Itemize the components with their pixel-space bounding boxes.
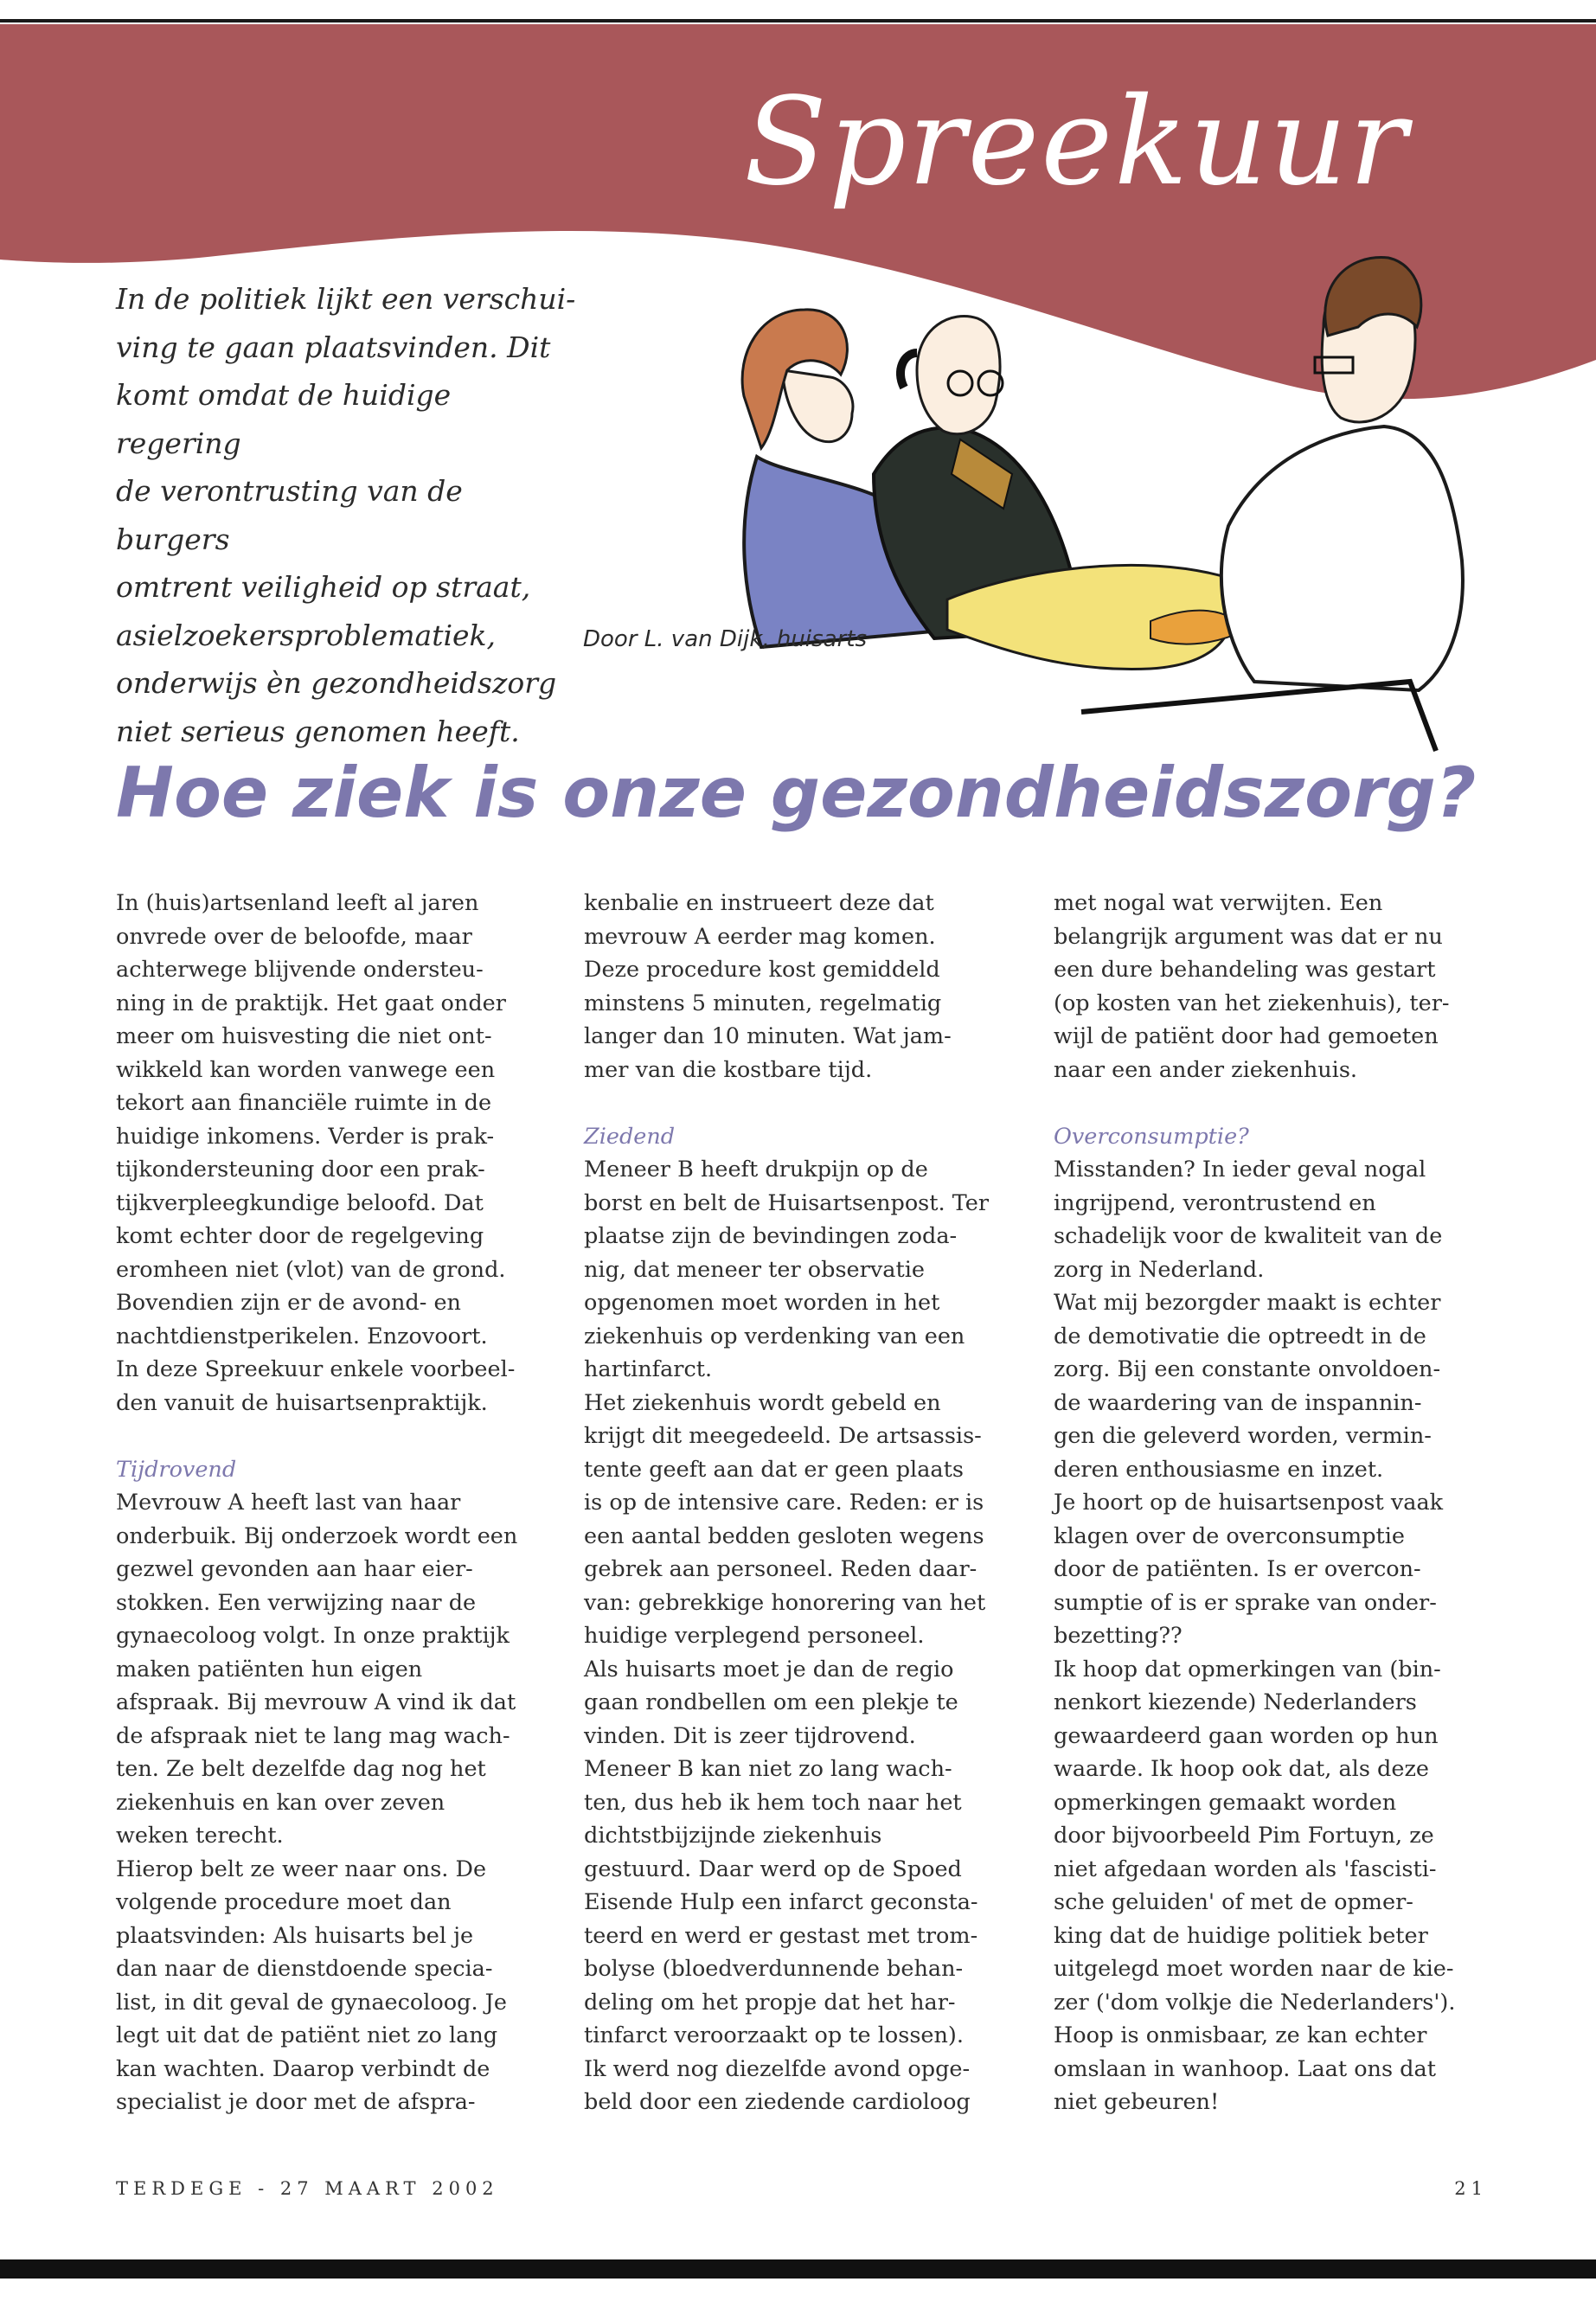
footer-publication: TERDEGE - 27 MAART 2002 <box>116 2178 499 2199</box>
article-headline: Hoe ziek is onze gezondheidszorg? <box>116 753 1477 833</box>
page-number: 21 <box>1454 2178 1488 2199</box>
paragraph: kenbalie en instrueert deze dat mevrouw A eerder mag komen. Deze procedure kost gemiddeld minstens 5 minuten, regelmatig langer dan 10 minuten. Wat jam- mer van die kostbare tijd. <box>584 890 952 1083</box>
column-1 <box>116 887 548 2119</box>
intro-text: In de politiek lijkt een verschui- ving te gaan plaatsvinden. Dit komt omdat de huidige regering de verontrusting van de burgers omtrent veiligheid op straat, asielzoekersproblematiek, onderwijs èn gezondheidszorg niet serieus genomen heeft. <box>116 282 576 748</box>
subheading-ziedend: Ziedend <box>584 1123 676 1150</box>
paragraph: met nogal wat verwijten. Een belangrijk argument was dat er nu een dure behandeling was gestart (op kosten van het ziekenhuis), ter- wijl de patiënt door had gemoeten naar een ander ziekenhuis. <box>1054 890 1450 1083</box>
subheading-tijdrovend: Tijdrovend <box>116 1456 237 1483</box>
paragraph: Misstanden? In ieder geval nogal ingrijpend, verontrustend en schadelijk voor de kwaliteit van de zorg in Nederland. Wat mij bezorgder maakt is echter de demotivatie die optreedt in de zorg. Bij een constante onvoldoen- de waardering van de inspannin- gen die geleverd worden, vermin- deren enthousiasme en inzet. Je hoort op de huisartsenpost vaak klagen over de overconsumptie door de patiënten. Is er overcon- sumptie of is er sprake van onder- bezetting?? Ik hoop dat opmerkingen van (bin- nenkort kiezende) Nederlanders gewaardeerd gaan worden op hun waarde. Ik hoop ook dat, als deze opmerkingen gemaakt worden door bijvoorbeeld Pim Fortuyn, ze niet afgedaan worden als 'fascisti- sche geluiden' of met de opmer- king dat de huidige politiek beter uitgelegd moet worden naar de kie- zer ('dom volkje die Nederlanders'). Hoop is onmisbaar, ze kan echter omslaan in wanhoop. Laat ons dat niet gebeuren! <box>1054 1157 1456 2115</box>
page-top-border <box>0 19 1596 22</box>
section-kicker: Spreekuur <box>744 72 1409 213</box>
subheading-overconsumptie: Overconsumptie? <box>1054 1123 1249 1150</box>
column-3 <box>1054 887 1486 2119</box>
paragraph: In (huis)artsenland leeft al jaren onvrede over de beloofde, maar achterwege blijvende ondersteu- ning in de praktijk. Het gaat onder meer om huisvesting die niet ont- wikkeld kan worden vanwege een tekort aan financiële ruimte in de huidige inkomens. Verder is prak- tijkondersteuning door een prak- tijkverpleegkundige beloofd. Dat komt echter door de regelgeving eromheen niet (vlot) van de grond. Bovendien zijn er de avond- en nachtdienstperikelen. Enzovoort. In deze Spreekuur enkele voorbeel- den vanuit de huisartsenpraktijk. <box>116 890 516 1416</box>
page-bottom-border <box>0 2259 1596 2279</box>
byline: Door L. van Dijk, huisarts <box>583 626 868 652</box>
column-2 <box>584 887 1016 2119</box>
paragraph: Mevrouw A heeft last van haar onderbuik. Bij onderzoek wordt een gezwel gevonden aan haar eier- stokken. Een verwijzing naar de gynaecoloog volgt. In onze praktijk maken patiënten hun eigen afspraak. Bij mevrouw A vind ik dat de afspraak niet te lang mag wach- ten. Ze belt dezelfde dag nog het ziekenhuis en kan over zeven weken terecht. Hierop belt ze weer naar ons. De volgende procedure moet dan plaatsvinden: Als huisarts bel je dan naar de dienstdoende specia- list, in dit geval de gynaecoloog. Je legt uit dat de patiënt niet zo lang kan wachten. Daarop verbindt de specialist je door met de afspra- <box>116 1490 518 2115</box>
paragraph: Meneer B heeft drukpijn op de borst en belt de Huisartsenpost. Ter plaatse zijn de bevindingen zoda- nig, dat meneer ter observatie opgenomen moet worden in het ziekenhuis op verdenking van een hartinfarct. Het ziekenhuis wordt gebeld en krijgt dit meegedeeld. De artsassis- tente geeft aan dat er geen plaats is op de intensive care. Reden: er is een aantal bedden gesloten wegens gebrek aan personeel. Reden daar- van: gebrekkige honorering van het huidige verplegend personeel. Als huisarts moet je dan de regio gaan rondbellen om een plekje te vinden. Dit is zeer tijdrovend. Meneer B kan niet zo lang wach- ten, dus heb ik hem toch naar het dichtstbijzijnde ziekenhuis gestuurd. Daar werd op de Spoed Eisende Hulp een infarct geconsta- teerd en werd er gestast met trom- bolyse (bloedverdunnende behan- deling om het propje dat het har- tinfarct veroorzaakt op te lossen). Ik werd nog diezelfde avond opge- beld door een ziedende cardioloog <box>584 1157 990 2115</box>
